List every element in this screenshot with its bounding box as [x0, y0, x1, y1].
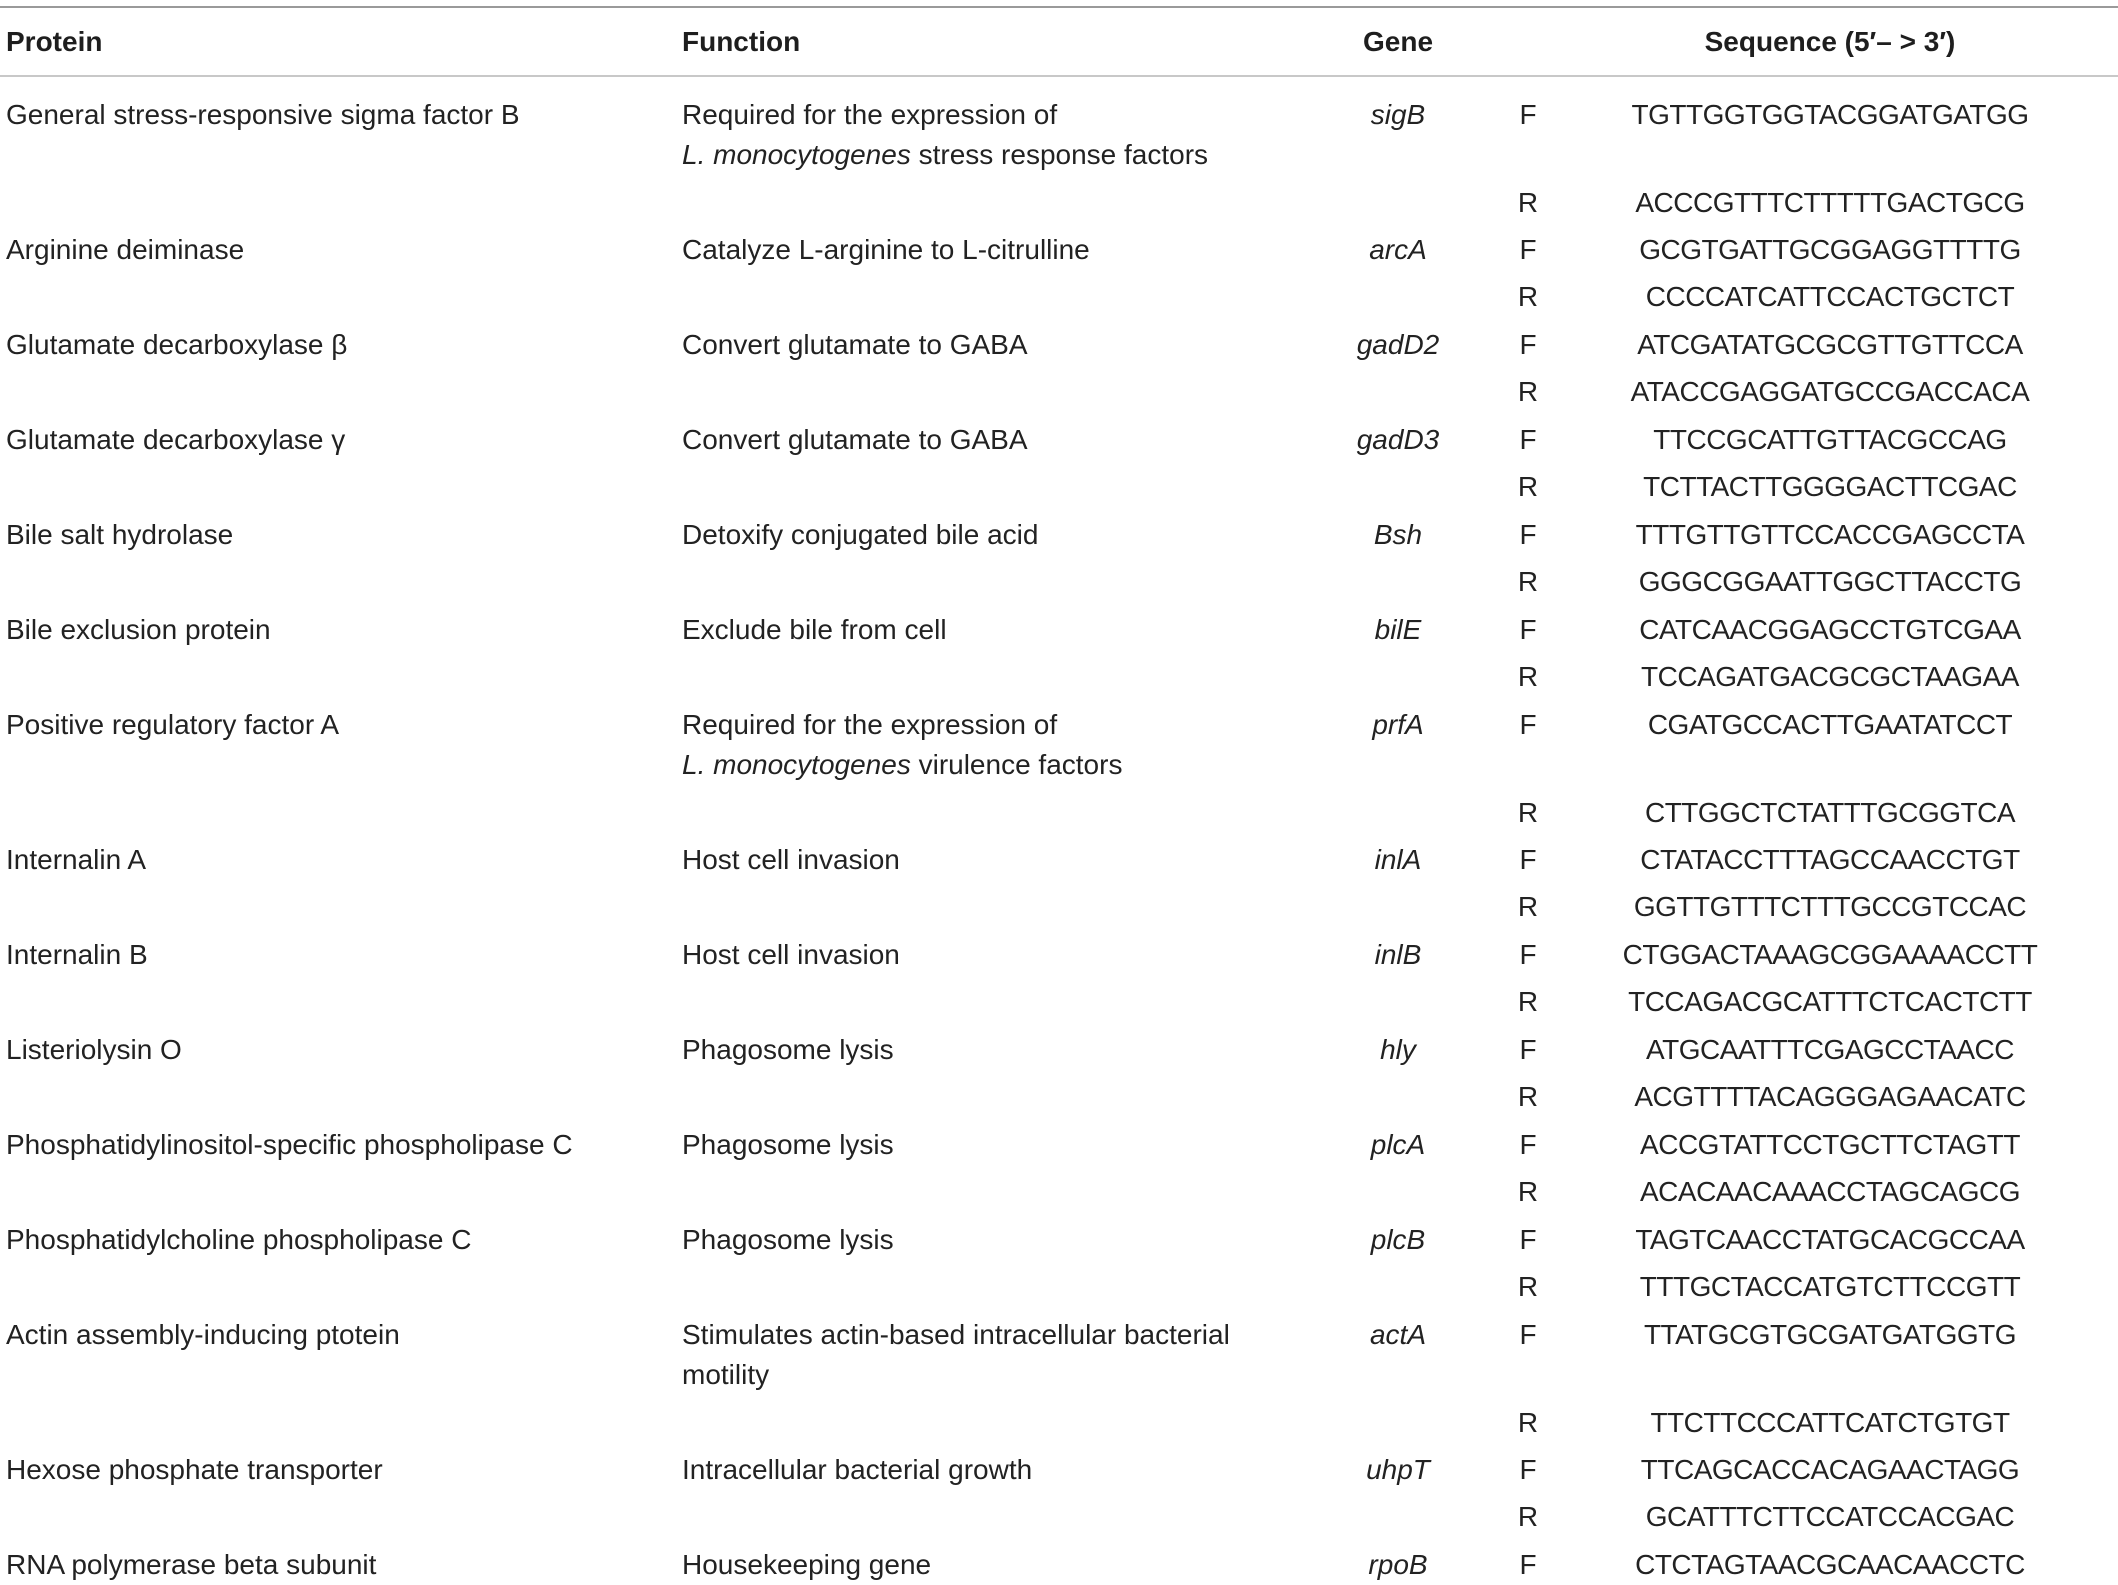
sequence-reverse: TCTTACTTGGGGACTTCGAC — [1643, 471, 2017, 502]
direction-reverse: R — [1517, 1176, 1539, 1207]
direction-forward: F — [1519, 519, 1537, 550]
direction-reverse: R — [1517, 471, 1539, 502]
direction-reverse: R — [1517, 1501, 1539, 1532]
gene-cell: actA — [1369, 1319, 1427, 1350]
sequence-reverse: GGGCGGAATTGGCTTACCTG — [1638, 566, 2022, 597]
protein-cell: Phosphatidylcholine phospholipase C — [6, 1224, 472, 1255]
function-cell: Required for the expression of L. monocytogenes virulence factors — [682, 709, 1123, 780]
sequence-reverse: GGTTGTTTCTTTGCCGTCCAC — [1633, 891, 2027, 922]
header-protein: Protein — [6, 26, 103, 57]
function-cell: Phagosome lysis — [682, 1224, 894, 1255]
sequence-reverse: CTTGGCTCTATTTGCGGTCA — [1644, 797, 2016, 828]
sequence-forward: CTATACCTTTAGCCAACCTGT — [1640, 844, 2020, 875]
sequence-reverse: TCCAGACGCATTTCTCACTCTT — [1628, 986, 2032, 1017]
gene-cell: hly — [1380, 1034, 1416, 1065]
sequence-forward: TTCCGCATTGTTACGCCAG — [1653, 424, 2007, 455]
function-cell: Intracellular bacterial growth — [682, 1454, 1033, 1485]
sequence-forward: TAGTCAACCTATGCACGCCAA — [1635, 1224, 2025, 1255]
protein-cell: Glutamate decarboxylase β — [6, 329, 348, 360]
direction-forward: F — [1519, 1319, 1537, 1350]
direction-reverse: R — [1517, 1407, 1539, 1438]
protein-cell: Internalin B — [6, 939, 148, 970]
sequence-forward: CGATGCCACTTGAATATCCT — [1647, 709, 2013, 740]
header-gene: Gene — [1362, 26, 1434, 57]
sequence-forward: ACCGTATTCCTGCTTCTAGTT — [1640, 1129, 2020, 1160]
function-cell: Host cell invasion — [682, 844, 900, 875]
direction-forward: F — [1519, 1549, 1537, 1580]
direction-forward: F — [1519, 939, 1537, 970]
sequence-forward: ATGCAATTTCGAGCCTAACC — [1646, 1034, 2014, 1065]
direction-reverse: R — [1517, 1271, 1539, 1302]
gene-cell: uhpT — [1366, 1454, 1430, 1485]
function-cell: Housekeeping gene — [682, 1549, 932, 1580]
direction-reverse: R — [1517, 891, 1539, 922]
protein-cell: Listeriolysin O — [6, 1034, 182, 1065]
gene-cell: gadD3 — [1356, 424, 1440, 455]
direction-reverse: R — [1517, 986, 1539, 1017]
function-cell: Required for the expression of L. monocytogenes stress response factors — [682, 99, 1209, 170]
gene-cell: plcB — [1370, 1224, 1426, 1255]
gene-cell: arcA — [1369, 234, 1427, 265]
gene-cell: plcA — [1370, 1129, 1426, 1160]
protein-cell: Bile salt hydrolase — [6, 519, 234, 550]
protein-cell: Internalin A — [6, 844, 147, 875]
direction-reverse: R — [1517, 566, 1539, 597]
sequence-forward: TTTGTTGTTCCACCGAGCCTA — [1635, 519, 2025, 550]
function-cell: Phagosome lysis — [682, 1129, 894, 1160]
function-cell: Convert glutamate to GABA — [682, 424, 1028, 455]
sequence-reverse: ACCCGTTTCTTTTTGACTGCG — [1635, 187, 2025, 218]
header-function: Function — [682, 26, 801, 57]
sequence-reverse: GCATTTCTTCCATCCACGAC — [1645, 1501, 2015, 1532]
gene-cell: gadD2 — [1356, 329, 1440, 360]
sequence-forward: CATCAACGGAGCCTGTCGAA — [1639, 614, 2021, 645]
function-cell: Stimulates actin-based intracellular bacterial motility — [682, 1319, 1230, 1390]
sequence-forward: CTCTAGTAACGCAACAACCTC — [1635, 1549, 2025, 1580]
sequence-forward: TGTTGGTGGTACGGATGATGG — [1631, 99, 2029, 130]
protein-cell: General stress-responsive sigma factor B — [6, 99, 520, 130]
direction-forward: F — [1519, 709, 1537, 740]
direction-forward: F — [1519, 424, 1537, 455]
direction-reverse: R — [1517, 1081, 1539, 1112]
protein-cell: Positive regulatory factor A — [6, 709, 340, 740]
gene-cell: Bsh — [1373, 519, 1423, 550]
sequence-reverse: TTCTTCCCATTCATCTGTGT — [1650, 1407, 2010, 1438]
direction-reverse: R — [1517, 281, 1539, 312]
protein-cell: Glutamate decarboxylase γ — [6, 424, 346, 455]
direction-forward: F — [1519, 1224, 1537, 1255]
sequence-forward: ATCGATATGCGCGTTGTTCCA — [1637, 329, 2023, 360]
direction-forward: F — [1519, 99, 1537, 130]
direction-reverse: R — [1517, 376, 1539, 407]
protein-cell: Hexose phosphate transporter — [6, 1454, 383, 1485]
direction-reverse: R — [1517, 661, 1539, 692]
function-cell: Host cell invasion — [682, 939, 900, 970]
function-cell: Phagosome lysis — [682, 1034, 894, 1065]
sequence-reverse: TCCAGATGACGCGCTAAGAA — [1641, 661, 2019, 692]
sequence-forward: TTATGCGTGCGATGATGGTG — [1643, 1319, 2017, 1350]
direction-forward: F — [1519, 1034, 1537, 1065]
header-sequence: Sequence (5′– > 3′) — [1704, 26, 1956, 57]
function-cell: Exclude bile from cell — [682, 614, 947, 645]
protein-cell: Bile exclusion protein — [6, 614, 271, 645]
protein-cell: Phosphatidylinositol-specific phospholipase C — [6, 1129, 573, 1160]
direction-reverse: R — [1517, 797, 1539, 828]
gene-cell: prfA — [1372, 709, 1424, 740]
sequence-reverse: CCCCATCATTCCACTGCTCT — [1645, 281, 2015, 312]
direction-forward: F — [1519, 1129, 1537, 1160]
protein-cell: Actin assembly-inducing ptotein — [6, 1319, 400, 1350]
gene-cell: bilE — [1374, 614, 1422, 645]
sequence-forward: CTGGACTAAAGCGGAAAACCTT — [1622, 939, 2038, 970]
direction-forward: F — [1519, 844, 1537, 875]
gene-cell: inlA — [1374, 844, 1422, 875]
function-cell: Detoxify conjugated bile acid — [682, 519, 1039, 550]
direction-reverse: R — [1517, 187, 1539, 218]
gene-cell: rpoB — [1368, 1549, 1428, 1580]
sequence-reverse: ATACCGAGGATGCCGACCACA — [1630, 376, 2030, 407]
gene-cell: sigB — [1370, 99, 1426, 130]
direction-forward: F — [1519, 329, 1537, 360]
sequence-reverse: ACACAACAAACCTAGCAGCG — [1640, 1176, 2020, 1207]
protein-cell: RNA polymerase beta subunit — [6, 1549, 377, 1580]
direction-forward: F — [1519, 1454, 1537, 1485]
protein-cell: Arginine deiminase — [6, 234, 245, 265]
direction-forward: F — [1519, 234, 1537, 265]
sequence-reverse: TTTGCTACCATGTCTTCCGTT — [1639, 1271, 2021, 1302]
function-cell: Convert glutamate to GABA — [682, 329, 1028, 360]
gene-cell: inlB — [1374, 939, 1422, 970]
direction-forward: F — [1519, 614, 1537, 645]
sequence-forward: GCGTGATTGCGGAGGTTTTG — [1639, 234, 2021, 265]
sequence-forward: TTCAGCACCACAGAACTAGG — [1640, 1454, 2020, 1485]
sequence-reverse: ACGTTTTACAGGGAGAACATC — [1634, 1081, 2026, 1112]
function-cell: Catalyze L-arginine to L-citrulline — [682, 234, 1090, 265]
